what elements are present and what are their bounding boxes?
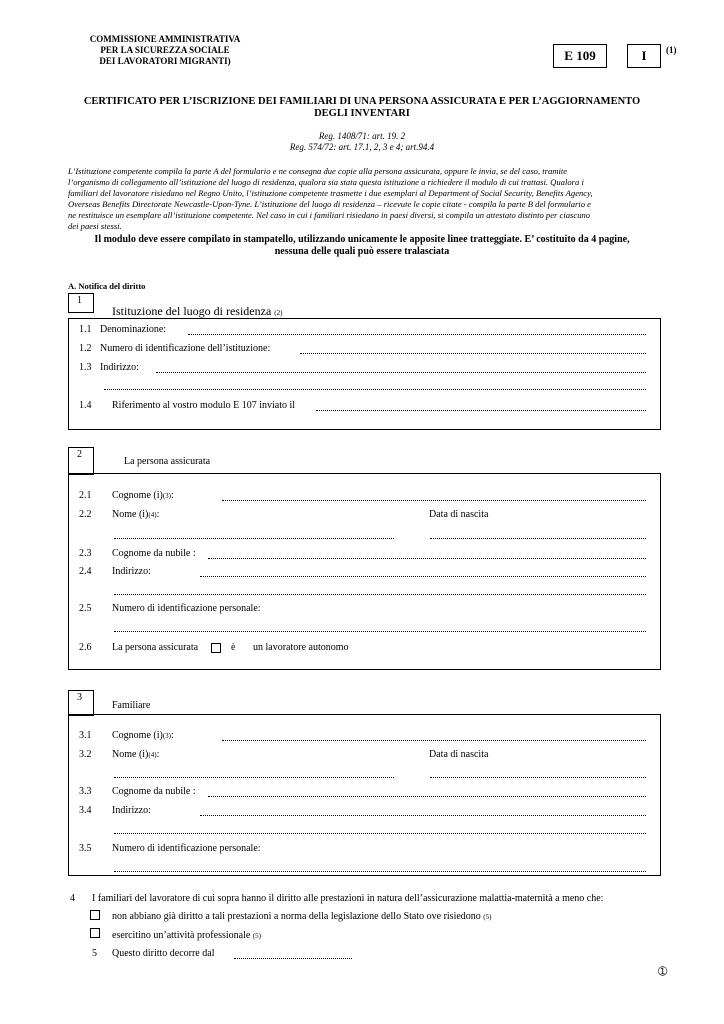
fill-notice <box>0 234 724 258</box>
field-2-1-colon: : <box>171 490 174 501</box>
commission-line-2: PER LA SICUREZZA SOCIALE <box>100 45 230 55</box>
field-2-2-colon: : <box>156 509 160 520</box>
field-2-4-label: Indirizzo: <box>112 566 151 577</box>
field-2-6-label: La persona assicurata <box>112 642 199 653</box>
field-2-3-number: 2.3 <box>79 548 92 559</box>
field-3-1-colon: : <box>171 730 174 741</box>
note-ref: (1) <box>666 45 677 55</box>
field-1-4-line[interactable] <box>316 410 646 411</box>
field-2-3-label: Cognome da nubile : <box>112 548 196 559</box>
field-2-1-note: (3) <box>162 492 171 500</box>
field-3-2-label <box>112 749 159 760</box>
field-3-2-colon: : <box>156 749 160 760</box>
field-3-4-line-2[interactable] <box>114 833 646 834</box>
birth-date-line[interactable] <box>430 538 646 539</box>
field-2-2-label-text: Nome (i) <box>112 509 149 520</box>
box-1-title <box>112 304 282 319</box>
instructions <box>68 166 658 232</box>
field-1-4-number: 1.4 <box>79 400 92 411</box>
option-1-text: non abbiano già diritto a tali prestazioni a norma della legislazione dello Stato ove risiedono <box>112 911 481 922</box>
start-date-line[interactable] <box>234 958 352 959</box>
item-5-text: Questo diritto decorre dal <box>112 948 215 959</box>
field-2-2-number: 2.2 <box>79 509 92 520</box>
page-number-icon: ➀ <box>658 965 668 978</box>
family-birth-date-label: Data di nascita <box>429 749 489 760</box>
field-2-2-note: (4) <box>148 511 157 519</box>
field-1-2-line[interactable] <box>300 353 646 354</box>
instruction-line: dei paesi stessi. <box>68 221 122 231</box>
field-3-2-number: 3.2 <box>79 749 92 760</box>
field-3-1-number: 3.1 <box>79 730 92 741</box>
field-3-1-label-text: Cognome (i) <box>112 730 163 741</box>
field-1-1-line[interactable] <box>188 334 646 335</box>
field-3-1-note: (3) <box>162 732 171 740</box>
field-3-2-line[interactable] <box>114 777 394 778</box>
field-2-1-number: 2.1 <box>79 490 92 501</box>
page-title <box>0 96 724 120</box>
option-1-note: (5) <box>483 913 492 921</box>
box-3-number-text: 3 <box>77 692 82 703</box>
box-2-number-text: 2 <box>77 449 82 460</box>
field-2-5-line[interactable] <box>114 631 646 632</box>
field-3-3-label: Cognome da nubile : <box>112 786 196 797</box>
birth-date-label: Data di nascita <box>429 509 489 520</box>
box-2-number <box>68 447 94 475</box>
box-3-title: Familiare <box>112 700 151 711</box>
item-4-number: 4 <box>70 893 75 904</box>
fill-notice-line-2: nessuna delle quali può essere tralasciata <box>274 246 450 257</box>
option-2-label <box>112 930 261 941</box>
family-birth-date-line[interactable] <box>430 777 646 778</box>
option-2-checkbox[interactable] <box>90 928 100 938</box>
regulations <box>0 131 724 153</box>
box-1-title-text: Istituzione del luogo di residenza <box>112 304 272 318</box>
field-2-1-label-text: Cognome (i) <box>112 490 163 501</box>
option-2-text: esercitino un’attività professionale <box>112 930 251 941</box>
country-code: I <box>641 48 647 63</box>
box-2-frame <box>68 473 661 670</box>
self-employed-checkbox[interactable] <box>211 643 221 653</box>
field-3-2-label-text: Nome (i) <box>112 749 149 760</box>
field-3-5-number: 3.5 <box>79 843 92 854</box>
field-3-5-line[interactable] <box>114 871 646 872</box>
box-1-number <box>68 293 94 313</box>
form-code-box <box>553 44 607 68</box>
field-2-4-line[interactable] <box>200 576 646 577</box>
commission-block <box>80 34 250 67</box>
field-2-3-line[interactable] <box>208 558 646 559</box>
field-2-1-label <box>112 490 174 501</box>
instruction-line: l’organismo di collegamento all’istituzione del luogo di residenza, qualora sia stata questa istituzione a richiedere il modulo di cui trattasi. Qualora i <box>68 177 584 187</box>
field-2-1-line[interactable] <box>222 500 646 501</box>
field-1-3-line[interactable] <box>156 372 646 373</box>
field-1-4-label: Riferimento al vostro modulo E 107 inviato il <box>112 400 296 411</box>
option-1-checkbox[interactable] <box>90 910 100 920</box>
regulation-2: Reg. 574/72: art. 17.1, 2, 3 e 4; art.94.4 <box>289 142 435 152</box>
box-1-title-note: (2) <box>274 309 283 317</box>
field-1-3-label: Indirizzo: <box>100 362 139 373</box>
title-line-1: CERTIFICATO PER L’ISCRIZIONE DEI FAMILIARI DI UNA PERSONA ASSICURATA E PER L’AGGIORNAMENTO <box>83 96 641 107</box>
option-2-note: (5) <box>252 932 261 940</box>
option-1-label <box>112 911 491 922</box>
commission-line-3: DEI LAVORATORI MIGRANTI) <box>99 56 231 66</box>
field-2-5-label: Numero di identificazione personale: <box>112 603 261 614</box>
title-line-2: DEGLI INVENTARI <box>314 108 410 119</box>
section-a-heading: A. Notifica del diritto <box>68 281 146 291</box>
field-3-1-label <box>112 730 174 741</box>
instruction-line: familiari del lavoratore risiedano nel Regno Unito, l’istituzione competente trasmette i due esemplari al Department of Social Security, Benefits Agency, <box>68 188 593 198</box>
field-3-3-line[interactable] <box>208 796 646 797</box>
instruction-line: ne restituisce un esemplare all’istituzione competente. Nel caso in cui i familiari risiedano in paesi diversi, si compila un attestato distinto per ciascuno <box>68 210 591 220</box>
field-1-2-number: 1.2 <box>79 343 92 354</box>
field-3-3-number: 3.3 <box>79 786 92 797</box>
field-2-6-verb: è <box>231 642 236 653</box>
item-5-number: 5 <box>92 948 97 959</box>
item-4-text: I familiari del lavoratore di cui sopra hanno il diritto alle prestazioni in natura dell’assicurazione malattia-maternità a meno che: <box>92 893 604 904</box>
field-1-3-line-2[interactable] <box>104 389 646 390</box>
field-2-4-line-2[interactable] <box>114 594 646 595</box>
field-2-2-line[interactable] <box>114 538 394 539</box>
instruction-line: L’Istituzione competente compila la parte A del formulario e ne consegna due copie alla persona assicurata, oppure le invia, se del caso, tramite <box>68 166 568 176</box>
fill-notice-line-1: Il modulo deve essere compilato in stampatello, utilizzando unicamente le apposite linee tratteggiate. E’ costituito da 4 pagine, <box>94 234 630 245</box>
regulation-1: Reg. 1408/71: art. 19. 2 <box>318 131 406 141</box>
field-2-2-label <box>112 509 159 520</box>
field-3-2-note: (4) <box>148 751 157 759</box>
field-3-4-line[interactable] <box>200 815 646 816</box>
field-3-4-number: 3.4 <box>79 805 92 816</box>
field-2-6-value: un lavoratore autonomo <box>253 642 349 653</box>
field-3-4-label: Indirizzo: <box>112 805 151 816</box>
commission-line-1: COMMISSIONE AMMINISTRATIVA <box>89 34 241 44</box>
field-2-4-number: 2.4 <box>79 566 92 577</box>
box-2-title: La persona assicurata <box>124 456 211 467</box>
country-code-box <box>627 44 661 68</box>
field-1-2-label: Numero di identificazione dell’istituzione: <box>100 343 271 354</box>
field-3-5-label: Numero di identificazione personale: <box>112 843 261 854</box>
instruction-line: Overseas Benefits Directorate Newcastle-Upon-Tyne. L’istituzione del luogo di residenza – ricevute le copie citate - compila la parte B del formulario e <box>68 199 591 209</box>
field-1-1-number: 1.1 <box>79 324 92 335</box>
field-2-6-number: 2.6 <box>79 642 92 653</box>
field-2-5-number: 2.5 <box>79 603 92 614</box>
box-3-number <box>68 690 94 716</box>
field-1-3-number: 1.3 <box>79 362 92 373</box>
field-3-1-line[interactable] <box>222 740 646 741</box>
box-1-number-text: 1 <box>77 295 82 306</box>
form-code: E 109 <box>564 48 596 63</box>
field-1-1-label: Denominazione: <box>100 324 167 335</box>
